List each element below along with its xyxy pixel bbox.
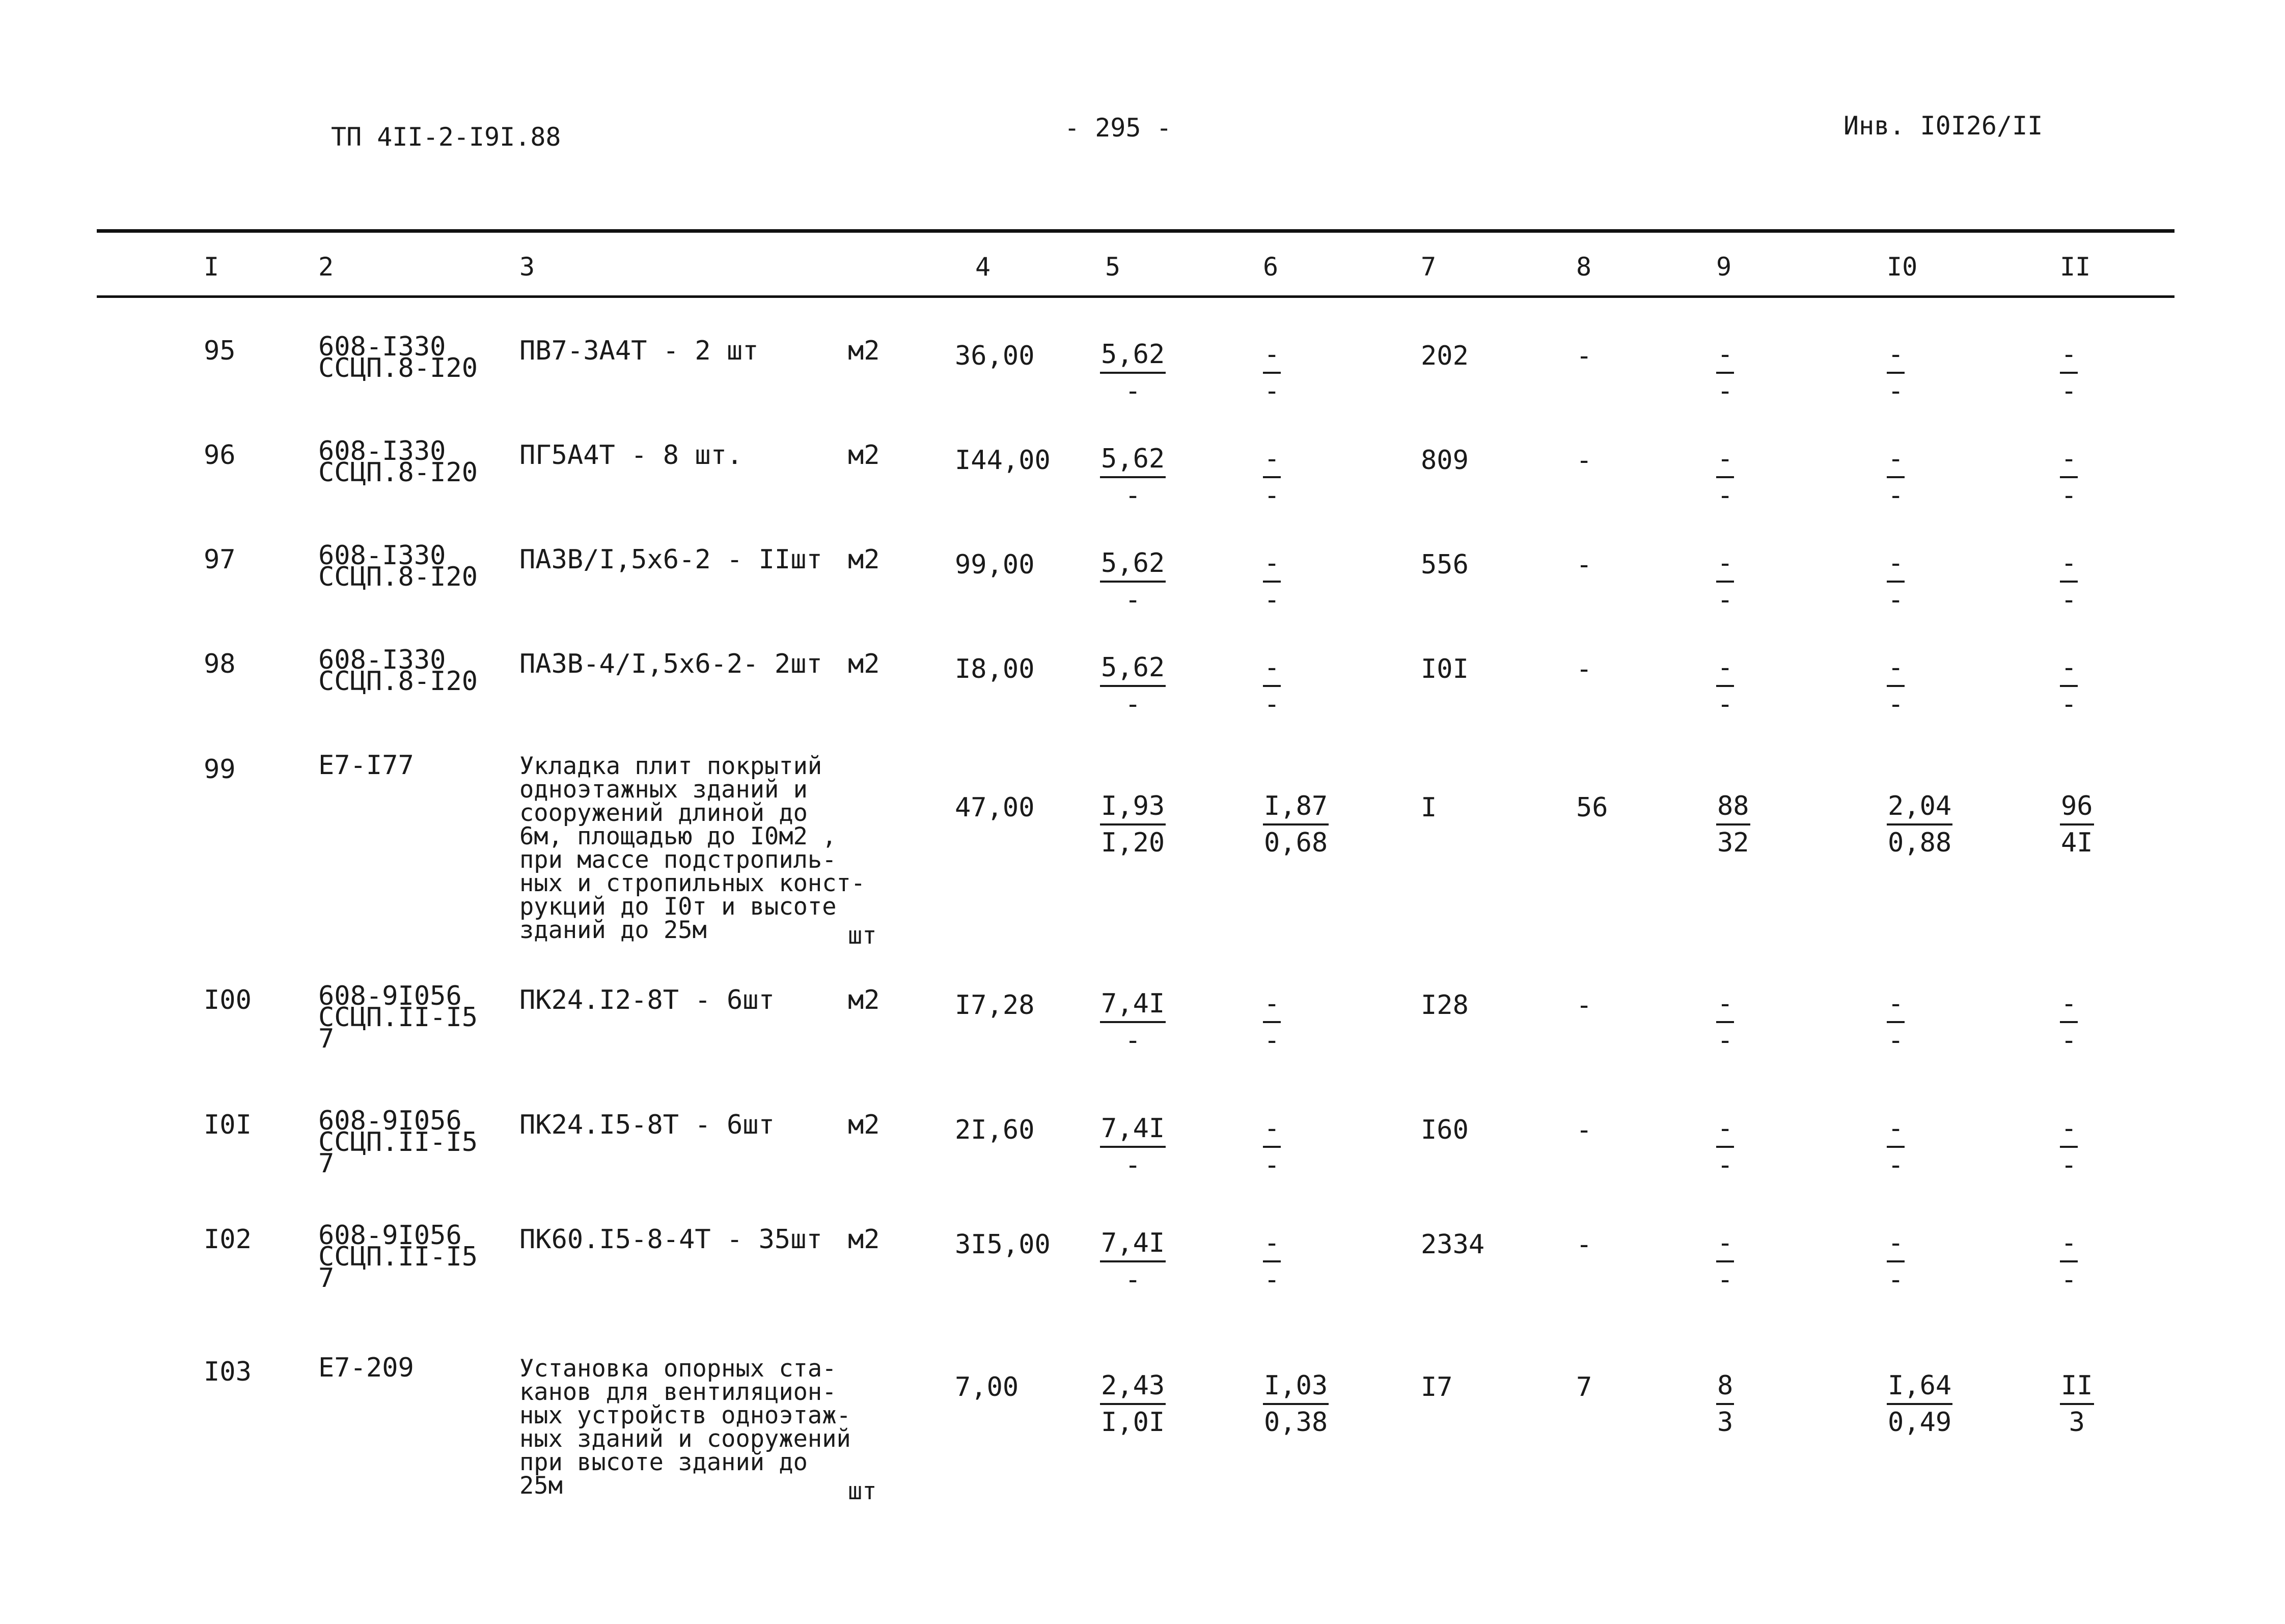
total-cost: I xyxy=(1421,792,1437,823)
column-header-3: 3 xyxy=(519,252,535,282)
quantity: I7,28 xyxy=(955,990,1035,1021)
total-col-9-denominator: 32 xyxy=(1717,828,1749,858)
column-header-6: 6 xyxy=(1263,252,1279,282)
unit-cost xyxy=(1100,442,1166,513)
total-col-8: - xyxy=(1576,549,1592,580)
work-description: Установка опорных ста- канов для вентиляцион- ных устройств одноэтаж- ных зданий и сооружений при высоте зданий до 25м xyxy=(519,1355,851,1500)
quantity: I44,00 xyxy=(955,445,1051,476)
unit-cost-denominator: - xyxy=(1124,376,1141,406)
column-header-5: 5 xyxy=(1105,252,1121,282)
total-col-10 xyxy=(1887,337,1905,408)
unit-cost-numerator: I,93 xyxy=(1100,789,1166,825)
column-header-1: I xyxy=(204,252,219,282)
unit-wage-numerator: - xyxy=(1263,1226,1281,1262)
total-col-10-numerator: - xyxy=(1887,1111,1905,1148)
unit-of-measure: м2 xyxy=(848,336,880,366)
unit-cost-numerator: 2,43 xyxy=(1100,1368,1166,1405)
total-col-8: - xyxy=(1576,1115,1592,1145)
unit-wage-numerator: - xyxy=(1263,986,1281,1023)
total-col-10-denominator: - xyxy=(1888,585,1904,615)
work-description: ПК24.I2-8Т - 6шт xyxy=(519,985,775,1015)
inventory-number: Инв. I0I26/II xyxy=(1843,111,2043,141)
total-col-9-denominator: - xyxy=(1717,585,1733,615)
total-col-11-numerator: - xyxy=(2060,986,2078,1023)
unit-cost-denominator: - xyxy=(1124,689,1141,720)
unit-cost-numerator: 7,4I xyxy=(1100,986,1166,1023)
total-cost: 556 xyxy=(1421,549,1469,580)
total-col-11-denominator: 4I xyxy=(2061,828,2093,858)
unit-cost-numerator: 5,62 xyxy=(1100,442,1166,478)
column-header-2: 2 xyxy=(318,252,334,282)
total-col-10 xyxy=(1887,1111,1905,1182)
total-col-10-numerator: 2,04 xyxy=(1887,789,1952,825)
unit-wage-numerator: - xyxy=(1263,442,1281,478)
unit-cost xyxy=(1100,546,1166,617)
total-col-11 xyxy=(2060,1368,2094,1440)
total-cost: I60 xyxy=(1421,1115,1469,1145)
unit-cost-denominator: I,0I xyxy=(1101,1407,1165,1438)
total-col-11 xyxy=(2060,986,2078,1058)
total-col-11-denominator: - xyxy=(2061,1264,2077,1295)
total-col-9-denominator: - xyxy=(1717,376,1733,406)
total-col-11 xyxy=(2060,442,2078,513)
unit-wage xyxy=(1263,1368,1329,1440)
unit-of-measure: м2 xyxy=(848,1224,880,1255)
unit-wage-denominator: - xyxy=(1264,689,1280,720)
unit-cost-numerator: 7,4I xyxy=(1100,1226,1166,1262)
total-col-11-denominator: - xyxy=(2061,1150,2077,1180)
total-col-10 xyxy=(1887,1226,1905,1297)
total-col-10-denominator: - xyxy=(1888,1150,1904,1180)
total-col-11-denominator: - xyxy=(2061,585,2077,615)
work-description: ПАЗВ/I,5х6-2 - IIшт xyxy=(519,544,822,575)
total-col-10 xyxy=(1887,789,1952,860)
total-col-11-numerator: - xyxy=(2060,546,2078,583)
unit-cost-numerator: 5,62 xyxy=(1100,546,1166,583)
unit-cost-numerator: 7,4I xyxy=(1100,1111,1166,1148)
total-col-9-denominator: 3 xyxy=(1717,1407,1733,1438)
total-col-8: - xyxy=(1576,1229,1592,1260)
unit-wage-denominator: - xyxy=(1264,376,1280,406)
total-col-10 xyxy=(1887,986,1905,1058)
unit-wage xyxy=(1263,442,1281,513)
total-col-11-numerator: - xyxy=(2060,1226,2078,1262)
quantity: 36,00 xyxy=(955,341,1035,371)
total-col-10-numerator: - xyxy=(1887,442,1905,478)
total-col-10-denominator: - xyxy=(1888,689,1904,720)
total-col-10-numerator: - xyxy=(1887,650,1905,687)
column-header-4: 4 xyxy=(975,252,991,282)
total-cost: 2334 xyxy=(1421,1229,1485,1260)
unit-wage xyxy=(1263,1226,1281,1297)
total-cost: 202 xyxy=(1421,341,1469,371)
total-col-11-numerator: - xyxy=(2060,337,2078,374)
total-col-9-denominator: - xyxy=(1717,689,1733,720)
quantity: 47,00 xyxy=(955,792,1035,823)
unit-cost-denominator: - xyxy=(1124,1150,1141,1180)
total-cost: 809 xyxy=(1421,445,1469,476)
total-col-10-denominator: - xyxy=(1888,1025,1904,1056)
unit-cost-denominator: - xyxy=(1124,1264,1141,1295)
column-header-10: I0 xyxy=(1887,252,1918,282)
unit-cost-numerator: 5,62 xyxy=(1100,337,1166,374)
total-col-10-denominator: - xyxy=(1888,480,1904,511)
total-col-10 xyxy=(1887,650,1905,722)
total-col-11-denominator: - xyxy=(2061,376,2077,406)
total-col-10 xyxy=(1887,442,1905,513)
quantity: 7,00 xyxy=(955,1372,1019,1402)
unit-wage-denominator: 0,68 xyxy=(1264,828,1328,858)
total-col-9 xyxy=(1716,546,1734,617)
unit-wage-denominator: - xyxy=(1264,480,1280,511)
unit-cost-numerator: 5,62 xyxy=(1100,650,1166,687)
norm-reference: 608-9I056 ССЦП.II-I5 7 xyxy=(318,1220,478,1293)
total-col-10-numerator: - xyxy=(1887,986,1905,1023)
row-number: I02 xyxy=(204,1224,252,1255)
total-col-11-numerator: II xyxy=(2060,1368,2094,1405)
norm-reference: 608-I330 ССЦП.8-I20 xyxy=(318,645,478,697)
total-col-9 xyxy=(1716,442,1734,513)
total-col-9-denominator: - xyxy=(1717,480,1733,511)
norm-reference: 608-I330 ССЦП.8-I20 xyxy=(318,332,478,383)
total-col-11-numerator: - xyxy=(2060,442,2078,478)
norm-reference: 608-I330 ССЦП.8-I20 xyxy=(318,436,478,488)
unit-wage xyxy=(1263,1111,1281,1182)
total-col-10-denominator: 0,49 xyxy=(1888,1407,1952,1438)
unit-cost xyxy=(1100,1226,1166,1297)
work-description: ПГ5А4Т - 8 шт. xyxy=(519,440,743,471)
unit-wage xyxy=(1263,986,1281,1058)
unit-of-measure: шт xyxy=(848,1477,877,1505)
unit-wage-denominator: - xyxy=(1264,1025,1280,1056)
total-col-9-denominator: - xyxy=(1717,1264,1733,1295)
row-number: I0I xyxy=(204,1110,252,1140)
total-col-9 xyxy=(1716,1226,1734,1297)
total-col-9-numerator: 8 xyxy=(1716,1368,1734,1405)
unit-of-measure: м2 xyxy=(848,440,880,471)
unit-cost xyxy=(1100,650,1166,722)
quantity: I8,00 xyxy=(955,654,1035,684)
total-col-11-numerator: - xyxy=(2060,650,2078,687)
total-col-10 xyxy=(1887,1368,1952,1440)
column-header-9: 9 xyxy=(1716,252,1732,282)
total-col-9 xyxy=(1716,986,1734,1058)
unit-wage xyxy=(1263,337,1281,408)
total-col-11 xyxy=(2060,546,2078,617)
column-header-11: II xyxy=(2060,252,2091,282)
total-col-9-numerator: - xyxy=(1716,1111,1734,1148)
total-col-11 xyxy=(2060,337,2078,408)
work-description: ПК60.I5-8-4Т - 35шт xyxy=(519,1224,822,1255)
row-number: I03 xyxy=(204,1357,252,1387)
page-number: - 295 - xyxy=(1064,113,1172,143)
unit-cost-denominator: - xyxy=(1124,585,1141,615)
unit-cost xyxy=(1100,1111,1166,1182)
work-description: ПВ7-3А4Т - 2 шт xyxy=(519,336,759,366)
total-col-11 xyxy=(2060,1111,2078,1182)
total-col-11 xyxy=(2060,789,2094,860)
norm-reference: 608-9I056 ССЦП.II-I5 7 xyxy=(318,1106,478,1179)
total-col-11-numerator: - xyxy=(2060,1111,2078,1148)
column-header-7: 7 xyxy=(1421,252,1437,282)
row-number: 98 xyxy=(204,649,236,679)
total-col-10-denominator: - xyxy=(1888,1264,1904,1295)
norm-reference: Е7-209 xyxy=(318,1353,414,1383)
unit-wage-numerator: - xyxy=(1263,546,1281,583)
total-col-11 xyxy=(2060,650,2078,722)
row-number: I00 xyxy=(204,985,252,1015)
total-col-10-numerator: I,64 xyxy=(1887,1368,1952,1405)
total-cost: I7 xyxy=(1421,1372,1453,1402)
unit-wage-numerator: I,03 xyxy=(1263,1368,1329,1405)
unit-wage xyxy=(1263,546,1281,617)
total-col-10-numerator: - xyxy=(1887,546,1905,583)
total-col-9-numerator: 88 xyxy=(1716,789,1750,825)
total-col-10-numerator: - xyxy=(1887,1226,1905,1262)
row-number: 96 xyxy=(204,440,236,471)
unit-wage-numerator: - xyxy=(1263,1111,1281,1148)
unit-wage-numerator: I,87 xyxy=(1263,789,1329,825)
total-col-9 xyxy=(1716,789,1750,860)
work-description: Укладка плит покрытий одноэтажных зданий и сооружений длиной до 6м, площадью до I0м2 , при массе подстропиль- ных и стропильных конст- рукций до I0т и высоте зданий до 25м xyxy=(519,752,866,944)
quantity: 99,00 xyxy=(955,549,1035,580)
work-description: ПАЗВ-4/I,5х6-2- 2шт xyxy=(519,649,822,679)
quantity: 3I5,00 xyxy=(955,1229,1051,1260)
total-col-11-denominator: - xyxy=(2061,1025,2077,1056)
unit-wage-numerator: - xyxy=(1263,650,1281,687)
total-col-9-denominator: - xyxy=(1717,1025,1733,1056)
unit-cost xyxy=(1100,1368,1166,1440)
total-col-11-denominator: - xyxy=(2061,480,2077,511)
total-col-8: - xyxy=(1576,654,1592,684)
unit-of-measure: шт xyxy=(848,922,877,950)
total-col-9-numerator: - xyxy=(1716,337,1734,374)
total-col-8: - xyxy=(1576,990,1592,1021)
total-col-10-denominator: - xyxy=(1888,376,1904,406)
total-col-11-numerator: 96 xyxy=(2060,789,2094,825)
column-header-8: 8 xyxy=(1576,252,1592,282)
unit-wage-denominator: - xyxy=(1264,1150,1280,1180)
total-col-9 xyxy=(1716,337,1734,408)
total-cost: I28 xyxy=(1421,990,1469,1021)
unit-of-measure: м2 xyxy=(848,544,880,575)
total-col-9-numerator: - xyxy=(1716,650,1734,687)
unit-of-measure: м2 xyxy=(848,985,880,1015)
row-number: 95 xyxy=(204,336,236,366)
total-col-11-denominator: 3 xyxy=(2069,1407,2085,1438)
total-col-9 xyxy=(1716,650,1734,722)
total-col-10-numerator: - xyxy=(1887,337,1905,374)
work-description: ПК24.I5-8Т - 6шт xyxy=(519,1110,775,1140)
norm-reference: 608-I330 ССЦП.8-I20 xyxy=(318,540,478,592)
norm-reference: 608-9I056 ССЦП.II-I5 7 xyxy=(318,981,478,1054)
norm-reference: Е7-I77 xyxy=(318,750,414,781)
unit-wage-denominator: - xyxy=(1264,1264,1280,1295)
unit-of-measure: м2 xyxy=(848,1110,880,1140)
unit-cost xyxy=(1100,789,1166,860)
total-col-9-denominator: - xyxy=(1717,1150,1733,1180)
unit-cost-denominator: - xyxy=(1124,480,1141,511)
total-col-9-numerator: - xyxy=(1716,442,1734,478)
total-col-8: 56 xyxy=(1576,792,1608,823)
unit-cost xyxy=(1100,337,1166,408)
unit-wage-denominator: 0,38 xyxy=(1264,1407,1328,1438)
row-number: 97 xyxy=(204,544,236,575)
total-col-10-denominator: 0,88 xyxy=(1888,828,1952,858)
total-col-8: - xyxy=(1576,445,1592,476)
unit-wage-denominator: - xyxy=(1264,585,1280,615)
total-col-9-numerator: - xyxy=(1716,546,1734,583)
total-col-8: 7 xyxy=(1576,1372,1592,1402)
unit-wage xyxy=(1263,650,1281,722)
quantity: 2I,60 xyxy=(955,1115,1035,1145)
total-col-8: - xyxy=(1576,341,1592,371)
total-col-9 xyxy=(1716,1111,1734,1182)
total-col-10 xyxy=(1887,546,1905,617)
total-col-9-numerator: - xyxy=(1716,1226,1734,1262)
total-col-9-numerator: - xyxy=(1716,986,1734,1023)
total-col-9 xyxy=(1716,1368,1734,1440)
total-col-11 xyxy=(2060,1226,2078,1297)
unit-wage-numerator: - xyxy=(1263,337,1281,374)
unit-wage xyxy=(1263,789,1329,860)
total-col-11-denominator: - xyxy=(2061,689,2077,720)
row-number: 99 xyxy=(204,754,236,785)
unit-cost-denominator: - xyxy=(1124,1025,1141,1056)
unit-cost-denominator: I,20 xyxy=(1101,828,1165,858)
unit-of-measure: м2 xyxy=(848,649,880,679)
document-code: ТП 4II-2-I9I.88 xyxy=(331,122,561,152)
unit-cost xyxy=(1100,986,1166,1058)
total-cost: I0I xyxy=(1421,654,1469,684)
